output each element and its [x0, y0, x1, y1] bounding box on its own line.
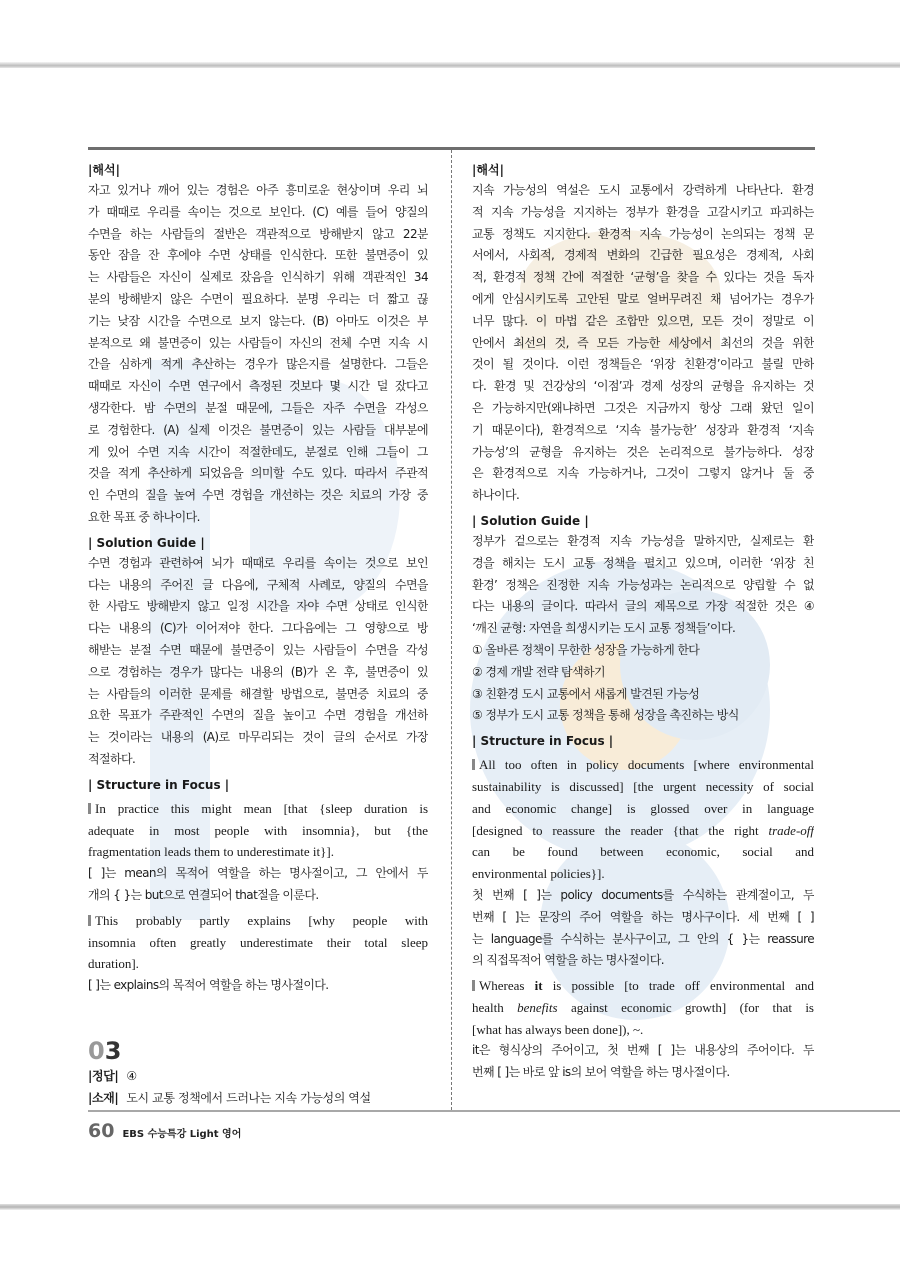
text-segment: environmental policies}].: [472, 866, 605, 882]
text-segment: In practice this might mean [that {sleep duration is: [95, 800, 428, 816]
text-line: 인 수면의 질을 높여 수면 경험을 개선하는 것은 치료의 가장 중: [88, 488, 428, 503]
page-footer: [88, 1120, 241, 1142]
text-line: 간을 심하게 적게 추산하는 경우가 많은지를 설명한다. 그들은: [88, 357, 428, 372]
paragraph: [472, 1040, 814, 1084]
text-segment: Whereas: [479, 978, 535, 994]
page-edge-top: [0, 62, 900, 68]
answer-value: ④: [126, 1068, 137, 1083]
text-segment: sustainability is discussed] [the urgent necessity of social: [472, 778, 814, 794]
text-line: 환경’ 정책은 진정한 지속 가능성과는 논리적으로 양립할 수 없: [472, 577, 814, 592]
section-label: | Solution Guide |: [88, 535, 205, 550]
text-line: 는 사람들의 이러한 문제를 해결할 방법으로, 불면증 치료의 중: [88, 686, 428, 701]
text-segment: insomnia often greatly underestimate their total sleep: [88, 934, 428, 950]
text-line: 동안 잠을 잔 후에야 수면 상태를 인식한다. 또한 불면증이 있: [88, 248, 428, 263]
right-column: [472, 160, 814, 1084]
text-line: 서에서, 사회적, 경제적 변화의 긴급한 필요성은 경제적, 사회: [472, 248, 814, 263]
text-line: [ ]는 mean의 목적어 역할을 하는 명사절이고, 그 안에서 두: [88, 866, 428, 881]
text-line: 가능성’의 균형을 유지하는 것은 논리적으로 불가능하다. 성장: [472, 444, 814, 459]
section-label: |해석|: [472, 163, 504, 177]
question-number: [88, 1037, 428, 1065]
text-line: 번째 [ ]는 바로 앞 is의 보어 역할을 하는 명사절이다.: [472, 1065, 730, 1080]
text-line: [472, 975, 814, 997]
text-segment: is possible [to trade off environmental and: [542, 978, 814, 994]
text-segment: can be found between economic, social and: [472, 844, 814, 860]
text-line: 은 가능하지만(왜냐하면 그것은 지금까지 항상 그래 왔던 일이: [472, 400, 814, 415]
text-line: 은 환경적으로 지속 가능하거나, 그것이 그렇지 않거나 둘 중: [472, 466, 814, 481]
question-number-digit: 3: [104, 1036, 122, 1065]
text-line: 다. 환경 및 건강상의 ‘이점’과 경제 성장의 균형을 유지하는 것: [472, 379, 814, 394]
text-segment: health: [472, 999, 518, 1015]
text-line: 것을 적게 추산하게 되었음을 의미할 수도 있다. 따라서 주관적: [88, 466, 428, 481]
text-line: 한 사람도 방해받지 않고 일정 시간을 자야 수면 상태로 인식한: [88, 599, 428, 614]
text-line: 는 사람들은 자신이 실제로 잤음을 인식하기 위해 객관적인 34: [88, 270, 428, 285]
page-edge-bottom: [0, 1204, 900, 1210]
sentence-marker-icon: [472, 980, 475, 991]
sentence-marker-icon: [88, 803, 91, 814]
text-line: 생각한다. 밤 수면의 분절 때문에, 그들은 자주 수면을 각성으: [88, 400, 428, 415]
text-line: 다는 내용의 (C)가 이어져야 한다. 그다음에는 그 영향으로 방: [88, 621, 428, 636]
text-line: 는 language를 수식하는 분사구이고, 그 안의 { }는 reassure: [472, 931, 814, 946]
left-column: [88, 160, 428, 1109]
topic-row: [88, 1087, 428, 1109]
topic-label: |소재|: [88, 1090, 119, 1105]
column-divider: [451, 150, 452, 1110]
text-line: 경을 해치는 도시 교통 정책을 펼치고 있으며, 이러한 ‘위장 친: [472, 555, 814, 570]
text-line: 첫 번째 [ ]는 policy documents를 수식하는 관계절이고, 두: [472, 887, 814, 902]
text-line: 개의 { }는 but으로 연결되어 that절을 이룬다.: [88, 887, 319, 902]
text-line: 분의 방해받지 않은 수면이 필요하다. 분명 우리는 더 짧고 끊: [88, 291, 428, 306]
text-segment: adequate in most people with insomnia}, but {the: [88, 822, 428, 838]
text-line: 지속 가능성의 역설은 도시 교통에서 강력하게 나타난다. 환경: [472, 183, 814, 197]
text-line: 하나이다.: [472, 488, 520, 503]
text-line: 안에서 최선의 것, 즉 모든 가능한 세상에서 최선의 것을 위한: [472, 335, 814, 350]
text-line: [88, 820, 428, 842]
section-label: | Structure in Focus |: [472, 734, 614, 749]
answer-row: [88, 1065, 428, 1087]
paragraph: [88, 863, 428, 907]
text-line: 로 경험한다. (A) 실제 이것은 불면증이 있는 사람들 대부분에: [88, 422, 428, 437]
text-line: 번째 [ ]는 문장의 주어 역할을 하는 명사구이다. 세 번째 [ ]: [472, 909, 814, 924]
text-line: [472, 841, 814, 863]
option-item: ① 올바른 정책이 무한한 성장을 가능하게 한다: [472, 642, 700, 657]
example-sentence: [88, 910, 428, 975]
text-line: [472, 754, 814, 776]
sentence-marker-icon: [472, 759, 475, 770]
italic-segment: benefits: [517, 999, 558, 1015]
text-line: [ ]는 explains의 목적어 역할을 하는 명사절이다.: [88, 978, 329, 993]
text-line: 자고 있거나 깨어 있는 경험은 아주 흥미로운 현상이며 우리 뇌: [88, 183, 428, 197]
text-line: 가 때때로 우리를 속이는 것으로 보인다. (C) 예를 들어 양질의: [88, 204, 428, 219]
page-number: 60: [88, 1120, 115, 1142]
text-segment: against economic growth] (for that is: [557, 999, 814, 1015]
text-segment: [what has always been done]), ~.: [472, 1021, 644, 1037]
section-label: |해석|: [88, 163, 120, 177]
text-line: 기 때문이다), 환경적으로 ‘지속 불가능한’ 성장과 환경적 ‘지속: [472, 422, 814, 437]
text-line: 게 있어 수면 지속 시간이 적절한데도, 분절로 인해 그들이 그: [88, 444, 428, 459]
answer-label: |정답|: [88, 1068, 119, 1083]
paragraph: [472, 885, 814, 972]
text-line: [88, 953, 428, 975]
section-label: | Solution Guide |: [472, 513, 589, 528]
text-line: 분적으로 왜 불면증이 있는 사람들이 자신의 전체 수면 지속 시: [88, 335, 428, 350]
footer-rule: [88, 1110, 900, 1112]
italic-segment: trade-off: [768, 822, 814, 838]
text-line: [472, 863, 814, 885]
text-line: [472, 776, 814, 798]
sentence-marker-icon: [88, 915, 91, 926]
paragraph: [472, 180, 814, 507]
text-line: [472, 820, 814, 842]
text-line: 는 것이라는 내용의 (A)로 마무리되는 것이 글의 순서로 가장: [88, 730, 428, 745]
example-sentence: [88, 798, 428, 863]
paragraph: [88, 975, 428, 997]
text-line: 너무 많다. 이 마법 같은 조합만 있으면, 모든 것이 정말로 이: [472, 313, 814, 328]
text-line: 요한 목표 중 하나이다.: [88, 509, 200, 524]
bold-segment: it: [534, 978, 543, 994]
text-line: 적, 환경적 정책 간에 적절한 ‘균형’을 찾을 수 있다는 것을 독자: [472, 270, 814, 285]
text-line: 에게 안심시키도록 고안된 말로 얼버무려진 채 넘어가는 경우가: [472, 291, 814, 306]
text-line: 적 지속 가능성을 지지하는 정부가 환경을 고갈시키고 파괴하는: [472, 204, 814, 219]
text-line: 적절하다.: [88, 751, 136, 766]
text-line: 해받는 분절 수면 때문에 불면증이 있는 사람들이 수면을 각성: [88, 642, 428, 657]
text-line: 으로 경험하는 경우가 많다는 내용의 (B)가 온 후, 불면증이 있: [88, 664, 428, 679]
option-item: ⑤ 정부가 도시 교통 정책을 통해 성장을 촉진하는 방식: [472, 708, 739, 723]
text-line: 교통 정책도 지지한다. 환경적 지속 가능성이 논의되는 정책 문: [472, 226, 814, 241]
text-line: 다는 내용의 주어진 글 다음에, 구체적 사례로, 양질의 수면을: [88, 577, 428, 592]
text-line: 수면 경험과 관련하여 뇌가 때때로 우리를 속이는 것으로 보인: [88, 555, 428, 570]
text-line: [88, 841, 428, 863]
book-title: EBS 수능특강 Light 영어: [122, 1129, 242, 1140]
text-line: [88, 798, 428, 820]
text-line: 기는 낮잠 시간을 수면으로 보지 않는다. (B) 아마도 이것은 부: [88, 313, 428, 328]
text-line: 수면을 하는 사람들의 절반은 객관적으로 방해받지 않고 22분: [88, 226, 428, 241]
text-line: [472, 1019, 814, 1041]
text-line: ‘깨진 균형: 자연을 희생시키는 도시 교통 정책들’이다.: [472, 621, 736, 636]
text-line: 요한 목표가 주관적인 수면의 질을 높이고 수면 경험을 개선하: [88, 708, 428, 723]
text-segment: and economic change] is glossed over in language: [472, 800, 814, 816]
option-item: ② 경제 개발 전략 탐색하기: [472, 664, 605, 679]
text-segment: This probably partly explains [why people with: [95, 912, 428, 928]
text-line: 다는 내용의 글이다. 따라서 글의 제목으로 가장 적절한 것은 ④: [472, 599, 814, 614]
text-segment: All too often in policy documents [where environmental: [479, 757, 814, 773]
text-line: [472, 798, 814, 820]
paragraph: [472, 531, 814, 640]
paragraph: [88, 180, 428, 529]
text-segment: [designed to reassure the reader {that the right: [472, 822, 769, 838]
section-label: | Structure in Focus |: [88, 777, 230, 792]
option-item: ③ 친환경 도시 교통에서 새롭게 발견된 가능성: [472, 686, 700, 701]
text-line: [88, 932, 428, 954]
text-line: 때때로 자신이 수면 연구에서 측정된 것보다 몇 시간 덜 잤다고: [88, 379, 428, 394]
text-line: 의 직접목적어 역할을 하는 명사절이다.: [472, 953, 664, 968]
question-number-zero: 0: [88, 1036, 105, 1065]
text-line: [88, 910, 428, 932]
text-line: 것이 될 것이다. 이런 정책들은 ‘위장 친환경’이라고 불릴 만하: [472, 357, 814, 372]
text-line: 정부가 겉으로는 환경적 지속 가능성을 말하지만, 실제로는 환: [472, 533, 814, 548]
example-sentence: [472, 754, 814, 885]
topic-value: 도시 교통 정책에서 드러나는 지속 가능성의 역설: [126, 1090, 371, 1105]
text-segment: fragmentation leads them to underestimate it}].: [88, 844, 334, 860]
text-segment: duration].: [88, 956, 139, 972]
text-line: [472, 997, 814, 1019]
example-sentence: [472, 975, 814, 1040]
paragraph: [88, 553, 428, 771]
option-list: [472, 640, 814, 727]
text-line: it은 형식상의 주어이고, 첫 번째 [ ]는 내용상의 주어이다. 두: [472, 1043, 814, 1058]
